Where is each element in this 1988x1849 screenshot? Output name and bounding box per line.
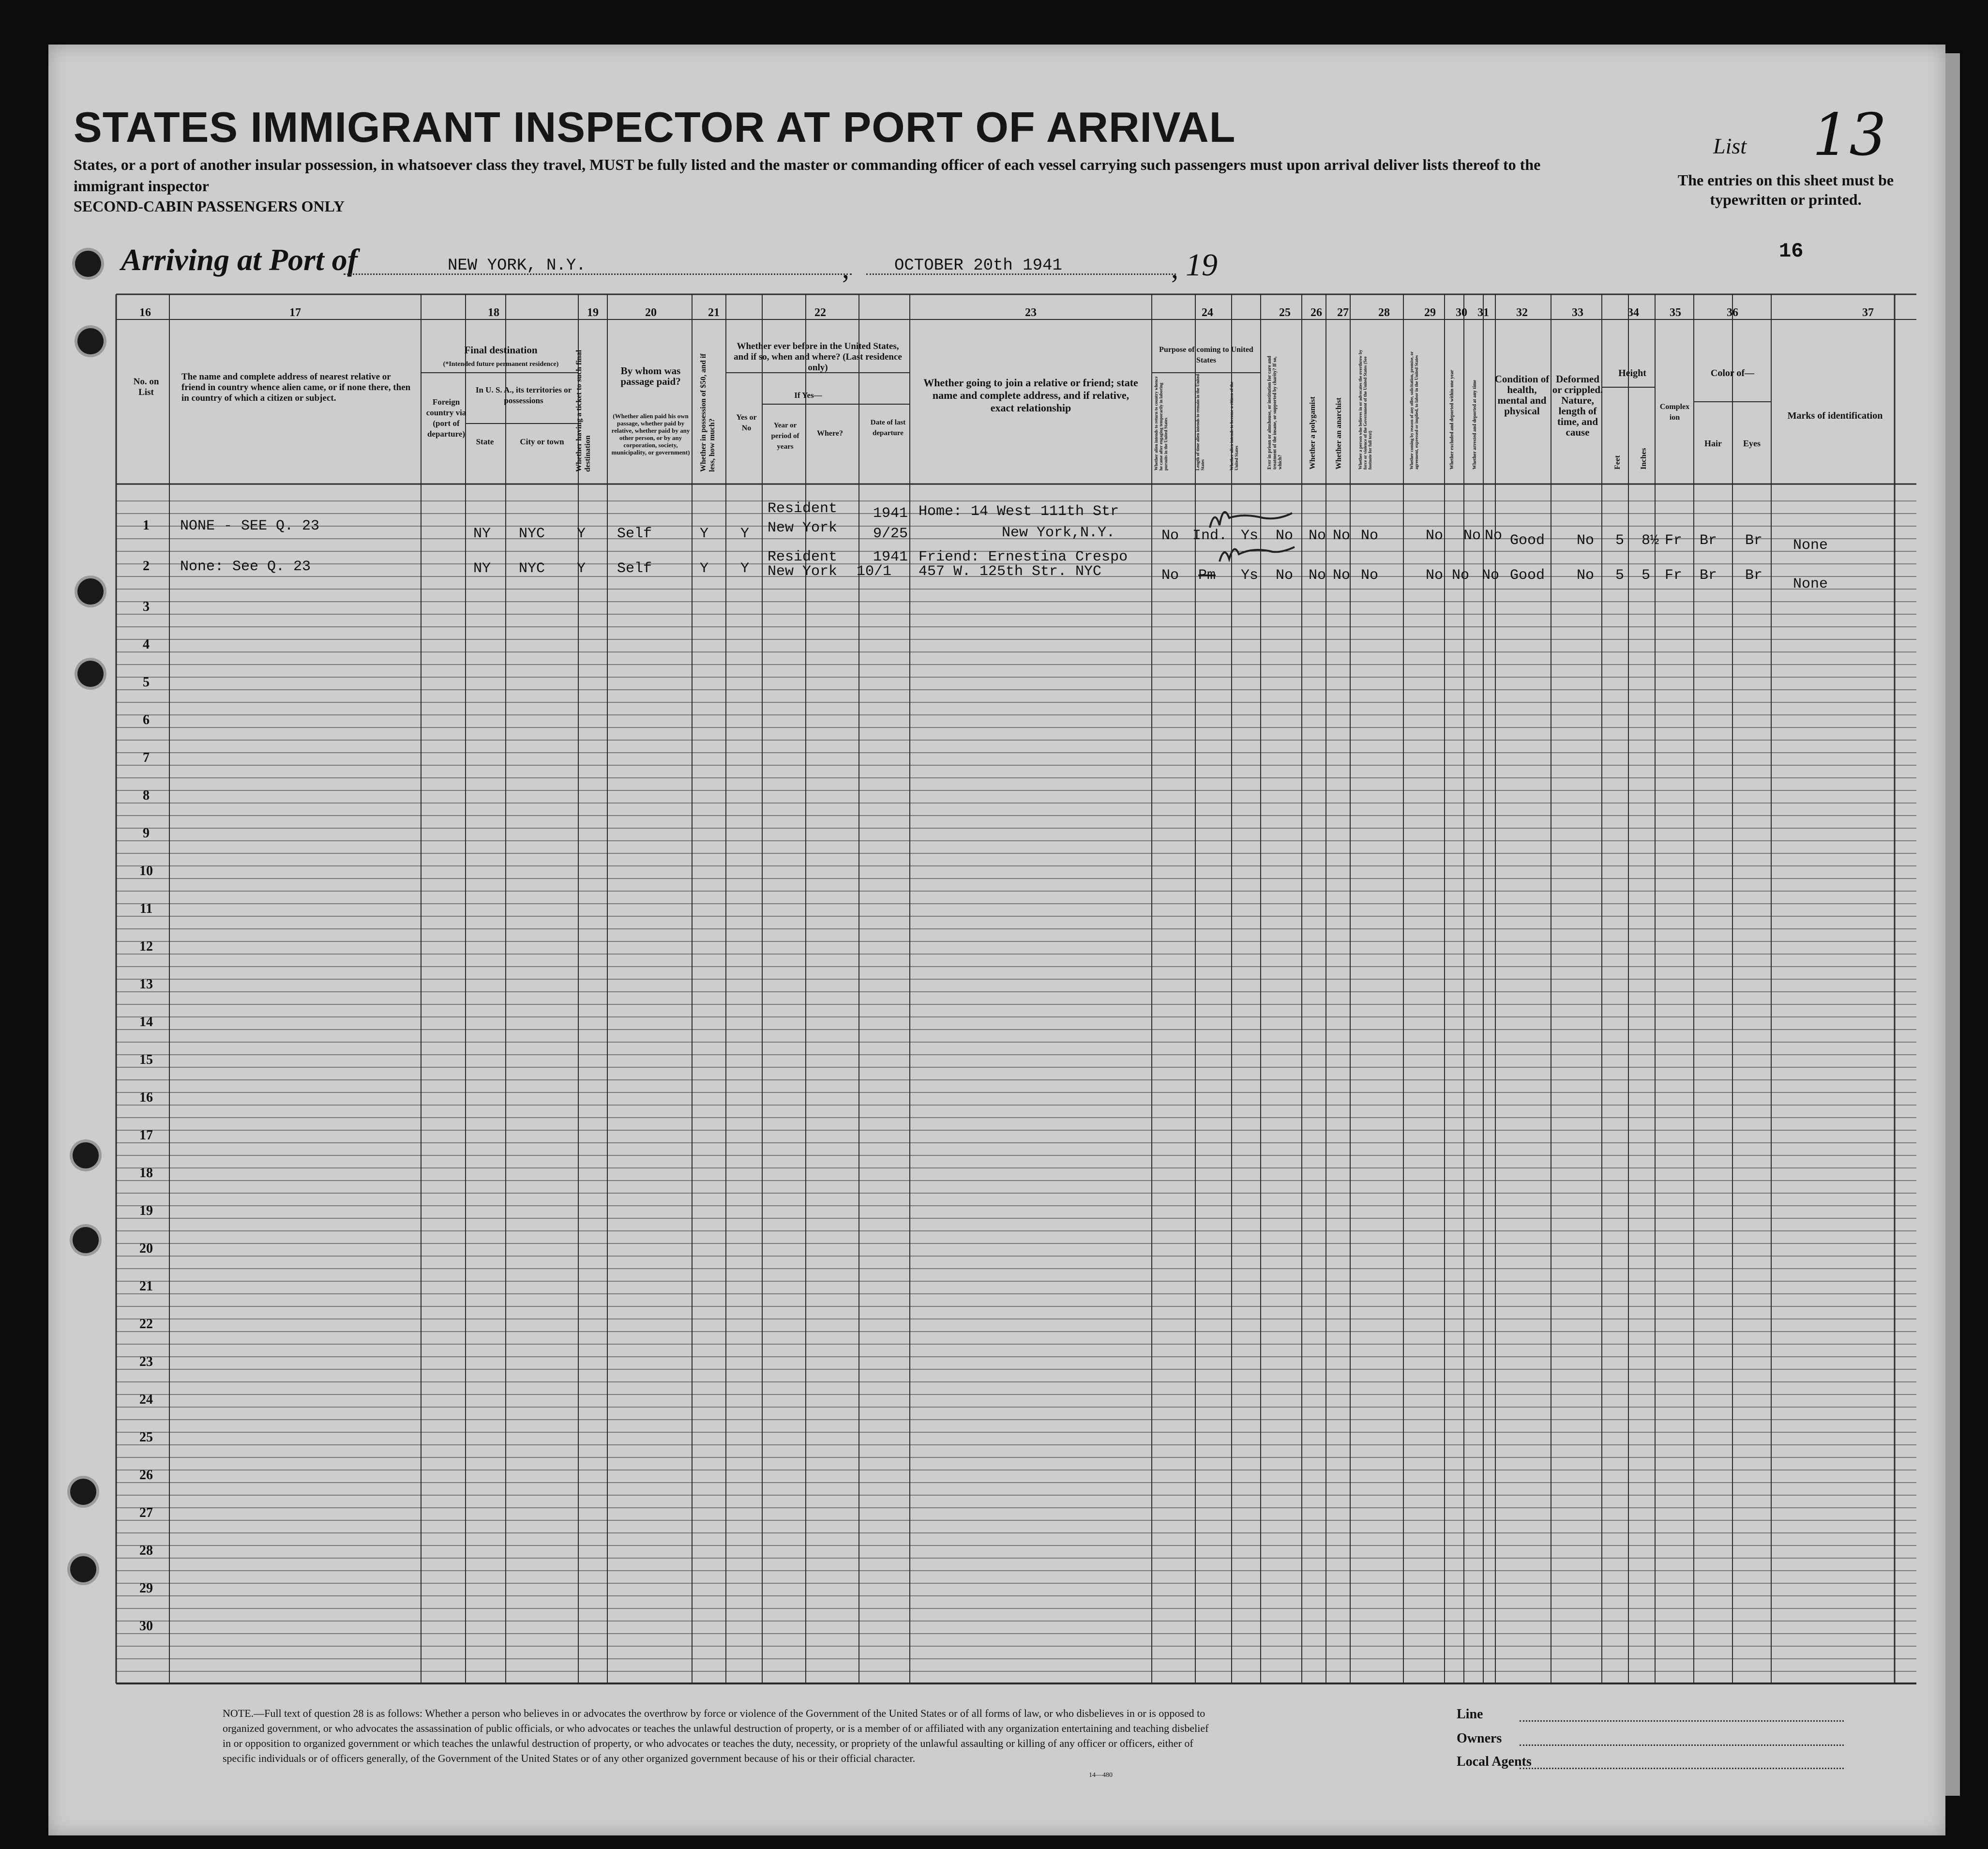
health: Good — [1510, 532, 1545, 549]
header-q29: Whether coming by reason of any offer, solicitation, promise, or agreement, expressed or implied, to labor in the United States — [1409, 351, 1419, 470]
header-year-period: Year or period of years — [771, 422, 799, 451]
period-line1: Resident — [768, 549, 838, 565]
q28: No — [1361, 528, 1379, 544]
row-number: 27 — [139, 1505, 153, 1520]
col-num: 19 — [587, 306, 599, 319]
cabin-class: SECOND-CABIN PASSENGERS ONLY — [74, 197, 345, 215]
row-number: 24 — [139, 1392, 153, 1407]
join-line1: Friend: Ernestina Crespo — [919, 549, 1128, 565]
header-q31: Whether arrested and deported at any time — [1472, 379, 1477, 470]
q29: No — [1426, 528, 1444, 544]
col-num: 28 — [1378, 306, 1390, 319]
col-num: 23 — [1025, 306, 1037, 319]
row-number: 18 — [139, 1166, 153, 1181]
comma: , — [1171, 252, 1178, 284]
header-city: City or town — [520, 437, 564, 446]
row-number: 26 — [139, 1468, 153, 1483]
col-num: 37 — [1862, 306, 1874, 319]
local-agents-label: Local Agents — [1457, 1754, 1532, 1769]
hair: Br — [1700, 567, 1717, 584]
header-color-of: Color of— — [1710, 368, 1755, 379]
state: NY — [473, 526, 491, 542]
header-final-destination-note: (*Intended future permanent residence) — [443, 361, 559, 368]
line-label: Line — [1457, 1707, 1483, 1722]
row-number: 23 — [139, 1354, 153, 1369]
marks: None — [1793, 576, 1828, 592]
row-number: 14 — [139, 1015, 153, 1030]
line-field — [1520, 1720, 1844, 1722]
row-number: 12 — [139, 939, 153, 954]
arriving-label: Arriving at Port of — [121, 242, 358, 277]
feet: 5 — [1615, 532, 1625, 549]
possession-50: Y — [700, 561, 709, 577]
row-number: 21 — [139, 1279, 153, 1294]
nearest-relative: NONE - SEE Q. 23 — [180, 518, 320, 534]
row-number: 28 — [139, 1543, 153, 1558]
city: NYC — [519, 561, 545, 577]
ticket: Y — [577, 561, 586, 577]
col-num: 22 — [814, 306, 826, 319]
header-q28: Whether a person who believes in or advocates the overthrow by force or violence of the Government of the United States (See footnote for full text) — [1358, 349, 1372, 470]
purpose-return: No — [1161, 567, 1179, 584]
join-line2: New York,N.Y. — [1002, 525, 1115, 541]
row-number: 20 — [139, 1241, 153, 1256]
header-purpose: Purpose of coming to United States — [1159, 346, 1253, 364]
possession-50: Y — [700, 526, 709, 542]
col-num: 17 — [289, 306, 301, 319]
col-num: 31 — [1477, 306, 1489, 319]
row-number: 29 — [139, 1581, 153, 1596]
hair: Br — [1700, 532, 1717, 549]
header-nearest-relative: The name and complete address of nearest relative or friend in country whence alien came, or if none there, then in country of which a citizen or subject. — [181, 372, 411, 403]
purpose-citizen: Ys — [1241, 567, 1259, 584]
header-marks: Marks of identification — [1787, 410, 1883, 421]
marks: None — [1793, 537, 1828, 554]
row-number: 5 — [143, 675, 150, 690]
row-number: 17 — [139, 1128, 153, 1143]
eyes: Br — [1745, 532, 1763, 549]
join-line1: Home: 14 West 111th Str — [919, 503, 1119, 520]
header-if-yes: If Yes— — [794, 391, 822, 400]
row-number: 1 — [143, 518, 150, 533]
comma: , — [842, 252, 849, 284]
inches: 5 — [1642, 567, 1651, 584]
header-purpose-return: Whether alien intends to return to country whence he came after engaging temporarily in laboring pursuits in the United States — [1154, 376, 1168, 470]
header-state: State — [476, 437, 494, 446]
header-prison: Ever in prison or almshouse, or institution for care and treatment of the insane, or supported by charity? If so, which? — [1267, 356, 1283, 470]
ticket: Y — [577, 526, 586, 542]
list-note: The entries on this sheet must be typewritten or printed. — [1677, 171, 1894, 208]
col-num: 25 — [1279, 306, 1291, 319]
list-label: List — [1713, 134, 1747, 158]
col-num: 33 — [1572, 306, 1583, 319]
eyes: Br — [1745, 567, 1763, 584]
header-last-departure: Date of last departure — [870, 419, 906, 437]
row-number: 8 — [143, 788, 150, 803]
header-hair: Hair — [1704, 439, 1722, 448]
form-code: 14—480 — [1089, 1772, 1113, 1779]
passage-paid: Self — [617, 526, 652, 542]
local-agents-field — [1520, 1768, 1844, 1769]
row-number: 7 — [143, 750, 150, 765]
col-num: 29 — [1424, 306, 1436, 319]
date-value: OCTOBER 20th 1941 — [894, 257, 1062, 275]
date-line1: 1941 — [873, 549, 908, 565]
col-num: 32 — [1516, 306, 1528, 319]
anarchist: No — [1333, 528, 1351, 544]
q30: No — [1452, 567, 1470, 584]
header-passage-note: (Whether alien paid his own passage, whether paid by relative, whether paid by any other person, or by any corporation, society, municipality, or government) — [611, 412, 690, 456]
footnote: NOTE.—Full text of question 28 is as follows: Whether a person who believes in or advocates the overthrow by force or violence of the Government of the United States or of all forms of law, or who disbelieves in or is opposed to organized government, or who advocates the assassination of public officials, or who advocates or teaches the unlawful destruction of property, or is a member of or affiliated with any organization entertaining and teaching disbelief in or opposition to organized government or which teaches the unlawful destruction of property, or who advocates or teaches the duty, necessity, or propriety of the unlawful assaulting or killing of any officer or officers, either of specific individuals or of officers generally, of the Government of the United States or of any other organized government because of his or their official character. — [223, 1707, 1209, 1764]
header-in-usa: In U. S. A., its territories or possessions — [475, 385, 572, 405]
col-num: 26 — [1310, 306, 1322, 319]
inches: 8½ — [1642, 532, 1659, 549]
header-final-destination: Final destination — [464, 344, 538, 356]
purpose-citizen: Ys — [1241, 528, 1259, 544]
q30: No — [1463, 528, 1481, 544]
period-line1: Resident — [768, 500, 838, 517]
city: NYC — [519, 526, 545, 542]
row-number: 13 — [139, 977, 153, 992]
header-deformed: Deformed or crippled. Nature, length of time, and cause — [1552, 373, 1603, 438]
date-line2: 9/25 — [873, 526, 908, 542]
header-q30: Whether excluded and deported within one year — [1449, 370, 1455, 470]
row-number: 3 — [143, 599, 150, 614]
ever-before: Y — [740, 526, 750, 542]
purpose-length: Ind. — [1192, 528, 1228, 544]
join-line2: 457 W. 125th Str. NYC — [919, 563, 1102, 580]
header-join-relative: Whether going to join a relative or friend; state name and complete address, and if relative, exact relationship — [923, 377, 1138, 414]
page-title: STATES IMMIGRANT INSPECTOR AT PORT OF ARRIVAL — [74, 103, 1236, 151]
col-num: 21 — [708, 306, 720, 319]
col-num: 18 — [488, 306, 499, 319]
row-number: 16 — [139, 1090, 153, 1105]
polygamist: No — [1309, 528, 1326, 544]
year-prefix: 19 — [1186, 247, 1218, 283]
purpose-return: No — [1161, 528, 1179, 544]
date-line1: 1941 — [873, 505, 908, 522]
col-num: 30 — [1456, 306, 1467, 319]
col-num: 34 — [1627, 306, 1639, 319]
period-line2: New York — [768, 563, 838, 580]
row-number: 25 — [139, 1430, 153, 1445]
header-feet: Feet — [1613, 455, 1622, 470]
header-possession-50: Whether in possession of $50, and if less, how much? — [699, 353, 716, 472]
row-number: 15 — [139, 1052, 153, 1067]
header-inches: Inches — [1640, 448, 1648, 470]
row-number: 6 — [143, 712, 150, 727]
instruction-text: States, or a port of another insular possession, in whatsoever class they travel, MUST be fully listed and the master or commanding officer of each vessel carrying such passengers must upon arrival deliver lists thereof to the immigrant inspector — [74, 156, 1541, 195]
header-purpose-length: Length of time alien intends to remain in the United States — [1195, 374, 1205, 470]
row-number: 2 — [143, 559, 150, 574]
list-number: 13 — [1812, 102, 1886, 169]
purpose-length: Pm — [1198, 567, 1216, 584]
polygamist: No — [1309, 567, 1326, 584]
sheet-number: 16 — [1779, 240, 1804, 263]
q31: No — [1482, 567, 1500, 584]
col-num: 27 — [1337, 306, 1349, 319]
row-number: 4 — [143, 637, 150, 652]
header-eyes: Eyes — [1743, 439, 1761, 448]
period-line2: New York — [768, 520, 838, 536]
feet: 5 — [1615, 567, 1625, 584]
q29: No — [1426, 567, 1444, 584]
header-ticket: Whether having a ticket to such final destination — [575, 349, 592, 472]
header-foreign-country: Foreign country via (port of departure) — [426, 397, 467, 439]
header-polygamist: Whether a polygamist — [1309, 396, 1317, 470]
passage-paid: Self — [617, 561, 652, 577]
health: Good — [1510, 567, 1545, 584]
deformed: No — [1577, 567, 1595, 584]
nearest-relative: None: See Q. 23 — [180, 559, 311, 575]
header-anarchist: Whether an anarchist — [1335, 397, 1343, 470]
port-value: NEW YORK, N.Y. — [448, 257, 586, 275]
q31: No — [1485, 528, 1503, 544]
state: NY — [473, 561, 491, 577]
header-height: Height — [1618, 368, 1646, 379]
q28: No — [1361, 567, 1379, 584]
prison: No — [1276, 567, 1294, 584]
header-condition: Condition of health, mental and physical — [1494, 373, 1550, 417]
header-passage-paid: By whom was passage paid? — [620, 365, 681, 387]
complexion: Fr — [1665, 567, 1683, 584]
col-num: 20 — [645, 306, 657, 319]
row-number: 11 — [139, 901, 153, 916]
col-num: 35 — [1670, 306, 1681, 319]
header-complexion: Complexion — [1659, 403, 1690, 422]
header-ever-before: Whether ever before in the United States, and if so, when and where? (Last residence only) — [734, 341, 902, 373]
handwritten-marks — [1200, 499, 1307, 571]
header-purpose-citizen: Whether alien intends to become a citizen of the United States — [1229, 381, 1239, 470]
header-yes-or-no: Yes or No — [736, 413, 757, 432]
col-num: 16 — [139, 306, 151, 319]
row-number: 9 — [143, 826, 150, 841]
row-number: 30 — [139, 1619, 153, 1634]
row-number: 22 — [139, 1317, 153, 1332]
col-num: 36 — [1727, 306, 1738, 319]
header-no-on-list: No. on List — [133, 377, 159, 397]
prison: No — [1276, 528, 1294, 544]
owners-field — [1520, 1744, 1844, 1746]
row-number: 19 — [139, 1203, 153, 1218]
row-number: 10 — [139, 864, 153, 879]
deformed: No — [1577, 532, 1595, 549]
col-num: 24 — [1202, 306, 1213, 319]
ever-before: Y — [740, 561, 750, 577]
date-line2: 10/1 — [857, 563, 892, 580]
owners-label: Owners — [1457, 1731, 1502, 1746]
header-where: Where? — [817, 429, 843, 438]
complexion: Fr — [1665, 532, 1683, 549]
anarchist: No — [1333, 567, 1351, 584]
